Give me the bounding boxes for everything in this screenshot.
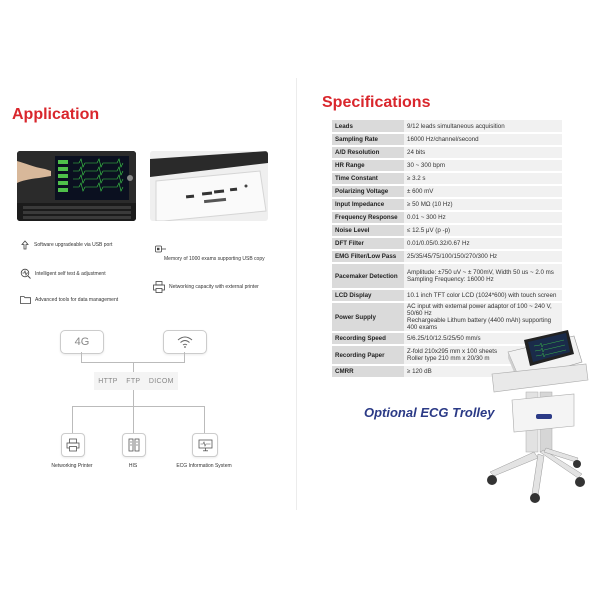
spec-value-line: AC input with external power adaptor of 100 ~ 240 V, 50/60 Hz (407, 303, 552, 317)
feature-self-test (20, 268, 106, 279)
device-ports-photo (150, 151, 268, 221)
spec-value-line: Rechargeable Lithum battery (4400 mAh) supporting 400 exams (407, 317, 552, 331)
specifications-title: Specifications (322, 94, 431, 111)
his-node (122, 433, 146, 457)
connector-line (133, 390, 134, 406)
spec-key: Polarizing Voltage (332, 185, 404, 198)
self-test-icon (20, 268, 31, 279)
4g-node (60, 330, 104, 354)
feature-printer (153, 281, 259, 293)
spec-value: 25/35/45/75/100/150/270/300 Hz (404, 250, 562, 263)
spec-row (332, 159, 562, 172)
device-screen-photo (17, 151, 136, 221)
spec-value: ≥ 120 dB (404, 365, 562, 378)
ecg-trolley-image (478, 322, 594, 506)
feature-usb-memory (164, 256, 265, 262)
connector-line (72, 406, 73, 433)
spec-row (332, 146, 562, 159)
wifi-node (163, 330, 207, 354)
spec-value: ≥ 50 MΩ (10 Hz) (404, 198, 562, 211)
connector-line (72, 406, 204, 407)
feature-text: Networking capacity with external printer (169, 284, 259, 290)
protocol-bar (94, 372, 178, 390)
feature-text: Software upgradeable via USB port (34, 242, 113, 248)
protocol-http: HTTP (98, 377, 118, 385)
feature-data-management (20, 295, 118, 304)
ecg-system-label: ECG Information System (176, 463, 232, 469)
spec-row (332, 120, 562, 133)
4g-label: 4G (74, 336, 90, 348)
protocol-ftp: FTP (126, 377, 141, 385)
feature-text: Intelligent self test & adjustment (35, 270, 106, 277)
feature-software-upgrade (20, 240, 112, 250)
networking-printer-node (61, 433, 85, 457)
upload-arrow-icon (20, 240, 30, 250)
feature-text: Memory of 1000 exams supporting USB copy (164, 256, 265, 262)
spec-value: 0.01/0.05/0.32/0.67 Hz (404, 237, 562, 250)
connector-line (204, 406, 205, 433)
usb-icon (155, 244, 167, 254)
spec-value-line: Sampling Frequency: 16000 Hz (407, 276, 494, 283)
spec-value: ≥ 3.2 s (404, 172, 562, 185)
protocol-dicom: DICOM (148, 377, 174, 385)
spec-value: ≤ 12.5 μV (p -p) (404, 224, 562, 237)
spec-row (332, 263, 562, 289)
spec-value: 16000 Hz/channel/second (404, 133, 562, 146)
connector-line (133, 406, 134, 433)
spec-value: 5/6.25/10/12.5/25/50 mm/s (404, 332, 562, 345)
spec-value: 24 bits (404, 146, 562, 159)
his-label: HIS (128, 463, 138, 469)
application-title: Application (12, 106, 100, 123)
spec-key: CMRR (332, 365, 404, 378)
spec-key: Sampling Rate (332, 133, 404, 146)
spec-value: 0.01 ~ 300 Hz (404, 211, 562, 224)
spec-row (332, 198, 562, 211)
spec-row (332, 172, 562, 185)
spec-row (332, 224, 562, 237)
spec-key: HR Range (332, 159, 404, 172)
spec-key: Power Supply (332, 302, 404, 332)
spec-key: Recording Paper (332, 345, 404, 365)
spec-key: A/D Resolution (332, 146, 404, 159)
spec-row (332, 133, 562, 146)
spec-value-line: Roller type 210 mm x 20/30 m (407, 355, 490, 362)
ecg-monitor-icon (198, 439, 213, 452)
spec-key: Time Constant (332, 172, 404, 185)
spec-value: 9/12 leads simultaneous acquisition (404, 120, 562, 133)
printer-icon (66, 438, 80, 452)
spec-row (332, 237, 562, 250)
spec-key: Recording Speed (332, 332, 404, 345)
spec-row (332, 250, 562, 263)
his-icon (127, 438, 141, 452)
spec-value: 30 ~ 300 bpm (404, 159, 562, 172)
spec-key: Frequency Response (332, 211, 404, 224)
page-divider (296, 78, 297, 510)
spec-key: Noise Level (332, 224, 404, 237)
wifi-icon (177, 336, 193, 348)
printer-icon (153, 281, 165, 293)
spec-row (332, 211, 562, 224)
connector-line (133, 362, 134, 372)
spec-value: 10.1 inch TFT color LCD (1024*600) with touch screen (404, 289, 562, 302)
spec-key: Input Impedance (332, 198, 404, 211)
networking-printer-label: Networking Printer (51, 463, 93, 469)
feature-text: Advanced tools for data management (35, 296, 119, 303)
spec-key: Leads (332, 120, 404, 133)
spec-value-line: Z-fold 210x295 mm x 100 sheets (407, 348, 498, 355)
ecg-system-node (192, 433, 218, 457)
spec-key: EMG Filter/Low Pass (332, 250, 404, 263)
spec-key: DFT Filter (332, 237, 404, 250)
spec-row (332, 289, 562, 302)
spec-row (332, 185, 562, 198)
spec-value (404, 263, 562, 289)
spec-key: LCD Display (332, 289, 404, 302)
folder-icon (20, 295, 31, 304)
spec-key: Pacemaker Detection (332, 263, 404, 289)
spec-value: ± 600 mV (404, 185, 562, 198)
spec-value-line: Amplitude: ±750 uV ~ ± 700mV, Width 50 us ~ 2.0 ms (407, 269, 554, 276)
trolley-caption: Optional ECG Trolley (364, 405, 495, 420)
